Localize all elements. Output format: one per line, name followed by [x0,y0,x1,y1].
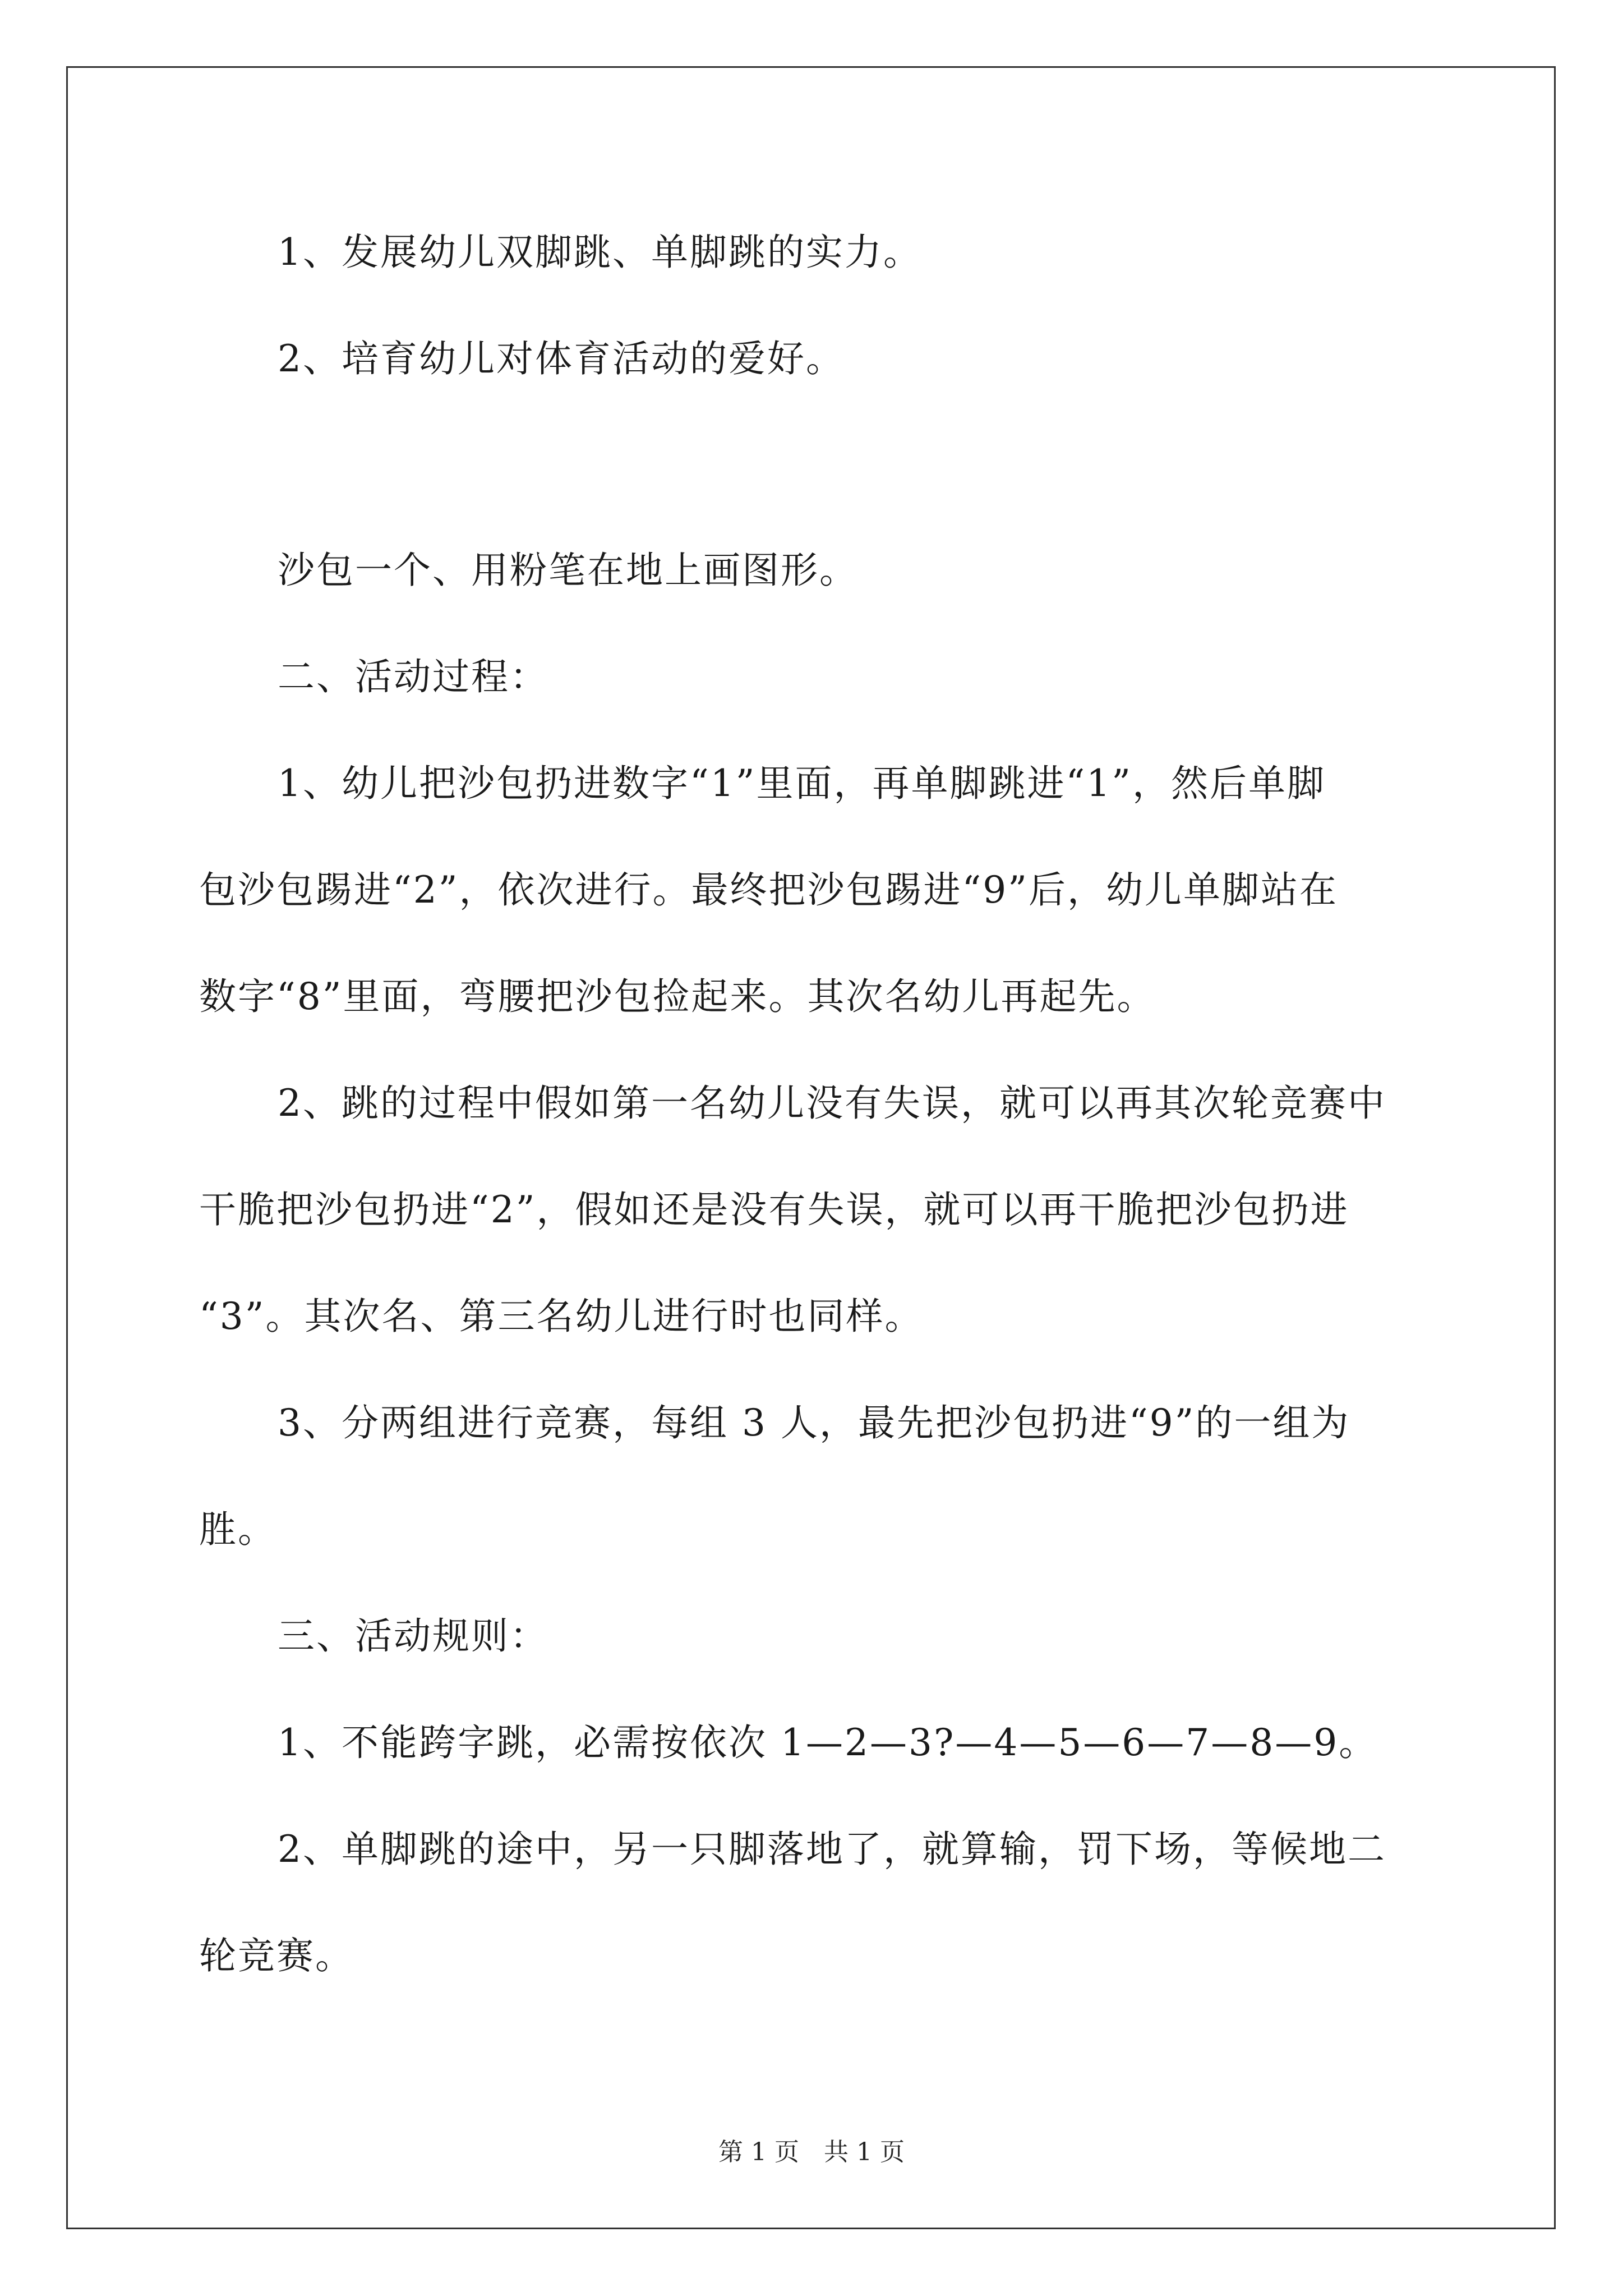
materials-line: 沙包一个、用粉笔在地上画图形。 [278,549,858,592]
rule-2-line-1: 2、单脚跳的途中，另一只脚落地了，就算输，罚下场，等候地二 [278,1828,1386,1871]
goal-2: 2、培育幼儿对体育活动的爱好。 [278,337,845,380]
process-step-1-line-1: 1、幼儿把沙包扔进数字“1”里面，再单脚跳进“1”，然后单脚 [278,762,1326,805]
section-heading-process: 二、活动过程： [278,655,548,698]
process-step-2-line-2: 干脆把沙包扔进“2”，假如还是没有失误，就可以再干脆把沙包扔进 [199,1188,1349,1231]
process-step-1-line-2: 包沙包踢进“2”，依次进行。最终把沙包踢进“9”后，幼儿单脚站在 [199,868,1338,912]
goal-1: 1、发展幼儿双脚跳、单脚跳的实力。 [278,231,922,274]
process-step-2-line-3: “3”。其次名、第三名幼儿进行时也同样。 [199,1295,924,1338]
section-heading-rules: 三、活动规则： [278,1614,548,1658]
process-step-3-line-2: 胜。 [199,1508,276,1551]
process-step-3-line-1: 3、分两组进行竞赛，每组 3 人，最先把沙包扔进“9”的一组为 [278,1401,1350,1444]
rule-2-line-2: 轮竞赛。 [199,1934,354,1977]
rule-1: 1、不能跨字跳，必需按依次 1—2—3?—4—5—6—7—8—9。 [278,1721,1378,1764]
process-step-2-line-1: 2、跳的过程中假如第一名幼儿没有失误，就可以再其次轮竞赛中 [278,1082,1386,1125]
process-step-1-line-3: 数字“8”里面，弯腰把沙包捡起来。其次名幼儿再起先。 [199,975,1156,1018]
page-footer: 第 1 页 共 1 页 [718,2138,905,2166]
